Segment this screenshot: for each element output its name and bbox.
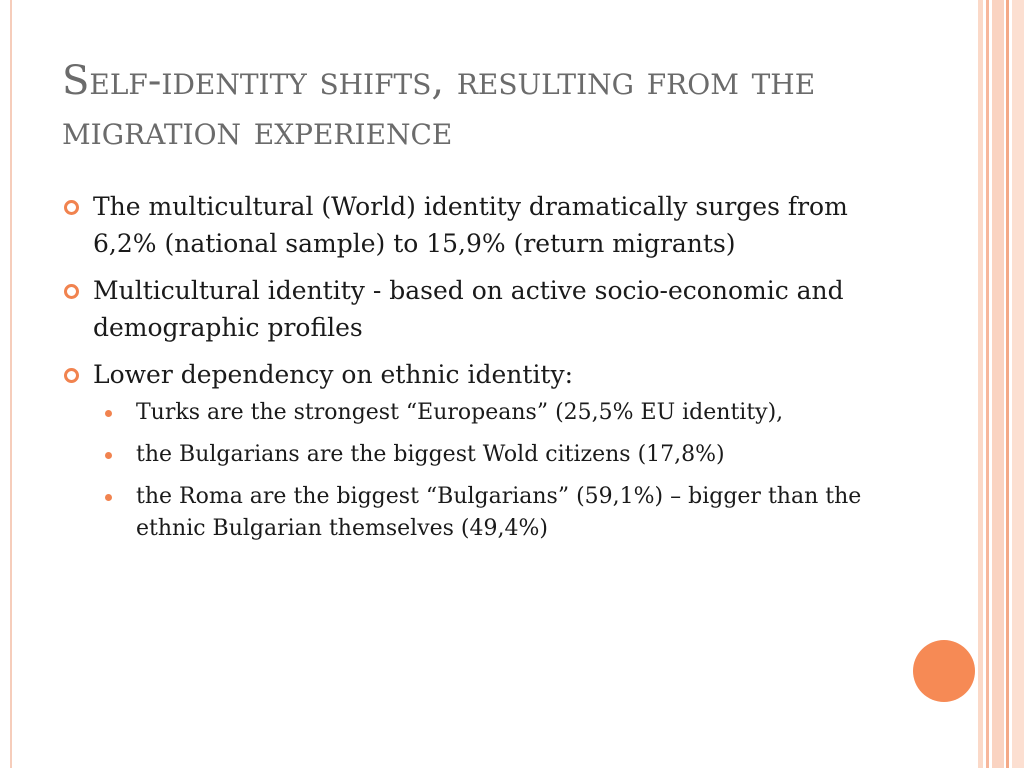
sub-bullet-item-1 bbox=[103, 397, 902, 429]
dot-bullet-icon bbox=[105, 452, 112, 459]
ring-bullet-icon bbox=[64, 368, 79, 383]
right-stripe-4 bbox=[1006, 0, 1009, 768]
ring-bullet-icon bbox=[64, 284, 79, 299]
bullet-text: Lower dependency on ethnic identity: bbox=[93, 360, 574, 389]
sub-bullet-text: the Roma are the biggest “Bulgarians” (59,1%) – bigger than the ethnic Bulgarian themselves (49,4%) bbox=[136, 484, 862, 541]
sub-bullet-list bbox=[103, 397, 902, 545]
sub-bullet-text: Turks are the strongest “Europeans” (25,5% EU identity), bbox=[136, 400, 784, 425]
dot-bullet-icon bbox=[105, 494, 112, 501]
bullet-item-3 bbox=[62, 356, 902, 545]
slide-content bbox=[62, 188, 902, 555]
right-stripe-2 bbox=[986, 0, 989, 768]
left-border-line bbox=[10, 0, 12, 768]
bullet-text: Multicultural identity - based on active socio-economic and demographic profiles bbox=[93, 276, 844, 342]
bullet-item-1 bbox=[62, 188, 902, 262]
sub-bullet-item-3 bbox=[103, 481, 902, 545]
slide-title: Self-identity shifts, resulting from the migration experience bbox=[62, 58, 816, 154]
decorative-circle bbox=[913, 640, 975, 702]
ring-bullet-icon bbox=[64, 200, 79, 215]
dot-bullet-icon bbox=[105, 410, 112, 417]
right-stripe-3 bbox=[992, 0, 1004, 768]
sub-bullet-text: the Bulgarians are the biggest Wold citizens (17,8%) bbox=[136, 442, 725, 467]
bullet-item-2 bbox=[62, 272, 902, 346]
right-stripe-1 bbox=[978, 0, 983, 768]
bullet-text: The multicultural (World) identity dramatically surges from 6,2% (national sample) to 15,9% (return migrants) bbox=[93, 192, 848, 258]
right-stripe-5 bbox=[1012, 0, 1024, 768]
sub-bullet-item-2 bbox=[103, 439, 902, 471]
bullet-list bbox=[62, 188, 902, 545]
